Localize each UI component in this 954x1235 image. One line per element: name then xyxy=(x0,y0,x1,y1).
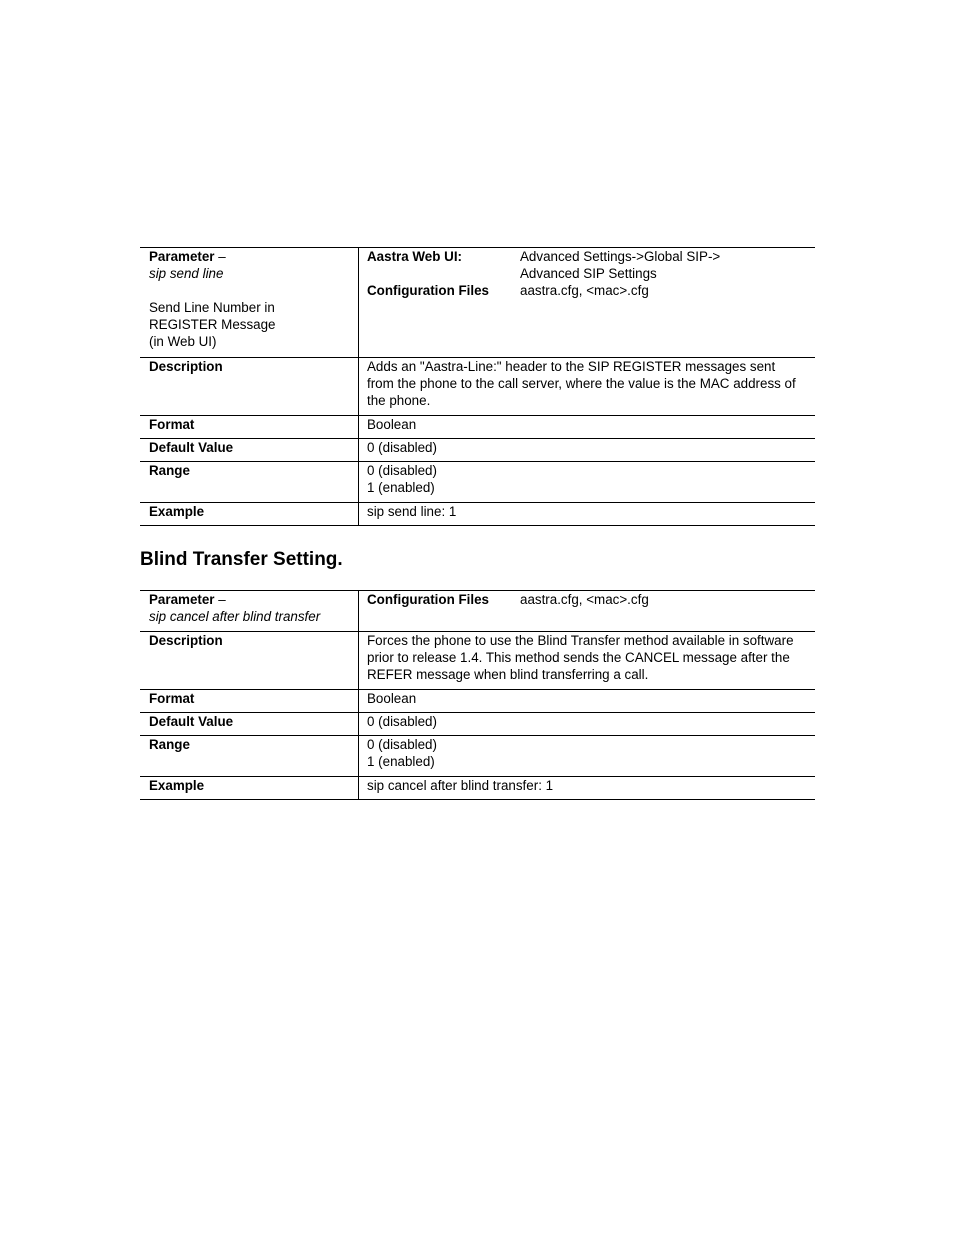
example-value: sip cancel after blind transfer: 1 xyxy=(367,778,554,793)
example-label: Example xyxy=(149,504,205,519)
default-value-label: Default Value xyxy=(149,714,234,729)
format-label: Format xyxy=(149,417,195,432)
parameter-table-sip-cancel-after-blind-transfer xyxy=(140,590,815,800)
default-value-row xyxy=(140,713,815,736)
format-value: Boolean xyxy=(367,691,417,706)
default-value-label: Default Value xyxy=(149,440,234,455)
range-row xyxy=(140,736,815,777)
config-files-value: aastra.cfg, <mac>.cfg xyxy=(520,592,649,607)
parameter-label: Parameter xyxy=(149,592,215,607)
parameter-row xyxy=(140,591,815,632)
web-ui-path-line: Advanced SIP Settings xyxy=(520,266,657,281)
format-row xyxy=(140,416,815,439)
description-row xyxy=(140,358,815,416)
parameter-desc-line: REGISTER Message xyxy=(149,317,276,332)
parameter-name: sip send line xyxy=(149,266,224,281)
format-value: Boolean xyxy=(367,417,417,432)
web-ui-label: Aastra Web UI: xyxy=(367,249,462,264)
parameter-table-sip-send-line xyxy=(140,247,815,526)
parameter-desc-line: Send Line Number in xyxy=(149,300,275,315)
parameter-cell xyxy=(140,248,359,358)
default-value-row xyxy=(140,439,815,462)
parameter-row xyxy=(140,248,815,358)
parameter-desc-line: (in Web UI) xyxy=(149,334,217,349)
example-row xyxy=(140,503,815,526)
example-label: Example xyxy=(149,778,205,793)
example-value: sip send line: 1 xyxy=(367,504,457,519)
example-row xyxy=(140,777,815,800)
description-line: REFER message when blind transferring a call. xyxy=(367,667,649,682)
description-line: Forces the phone to use the Blind Transfer method available in software xyxy=(367,633,794,648)
description-row xyxy=(140,632,815,690)
range-label: Range xyxy=(149,737,190,752)
range-value-line: 1 (enabled) xyxy=(367,754,435,769)
section-heading: Blind Transfer Setting. xyxy=(140,549,343,570)
config-files-label: Configuration Files xyxy=(367,283,489,298)
default-value: 0 (disabled) xyxy=(367,440,437,455)
description-label: Description xyxy=(149,633,223,648)
config-files-value: aastra.cfg, <mac>.cfg xyxy=(520,283,649,298)
format-label: Format xyxy=(149,691,195,706)
description-line: from the phone to the call server, where the value is the MAC address of xyxy=(367,376,796,391)
parameter-dash: – xyxy=(214,592,226,607)
description-label: Description xyxy=(149,359,223,374)
range-value-line: 0 (disabled) xyxy=(367,463,437,478)
parameter-dash: – xyxy=(214,249,226,264)
range-value-line: 0 (disabled) xyxy=(367,737,437,752)
range-label: Range xyxy=(149,463,190,478)
description-line: prior to release 1.4. This method sends the CANCEL message after the xyxy=(367,650,790,665)
parameter-cell xyxy=(140,591,359,632)
config-files-label: Configuration Files xyxy=(367,592,489,607)
parameter-label: Parameter xyxy=(149,249,215,264)
parameter-name: sip cancel after blind transfer xyxy=(149,609,321,624)
range-row xyxy=(140,462,815,503)
parameter-info-cell xyxy=(359,248,816,358)
web-ui-path-line: Advanced Settings->Global SIP-> xyxy=(520,249,721,264)
description-line: Adds an "Aastra-Line:" header to the SIP REGISTER messages sent xyxy=(367,359,776,374)
description-line: the phone. xyxy=(367,393,431,408)
format-row xyxy=(140,690,815,713)
parameter-info-cell xyxy=(359,591,816,632)
default-value: 0 (disabled) xyxy=(367,714,437,729)
range-value-line: 1 (enabled) xyxy=(367,480,435,495)
